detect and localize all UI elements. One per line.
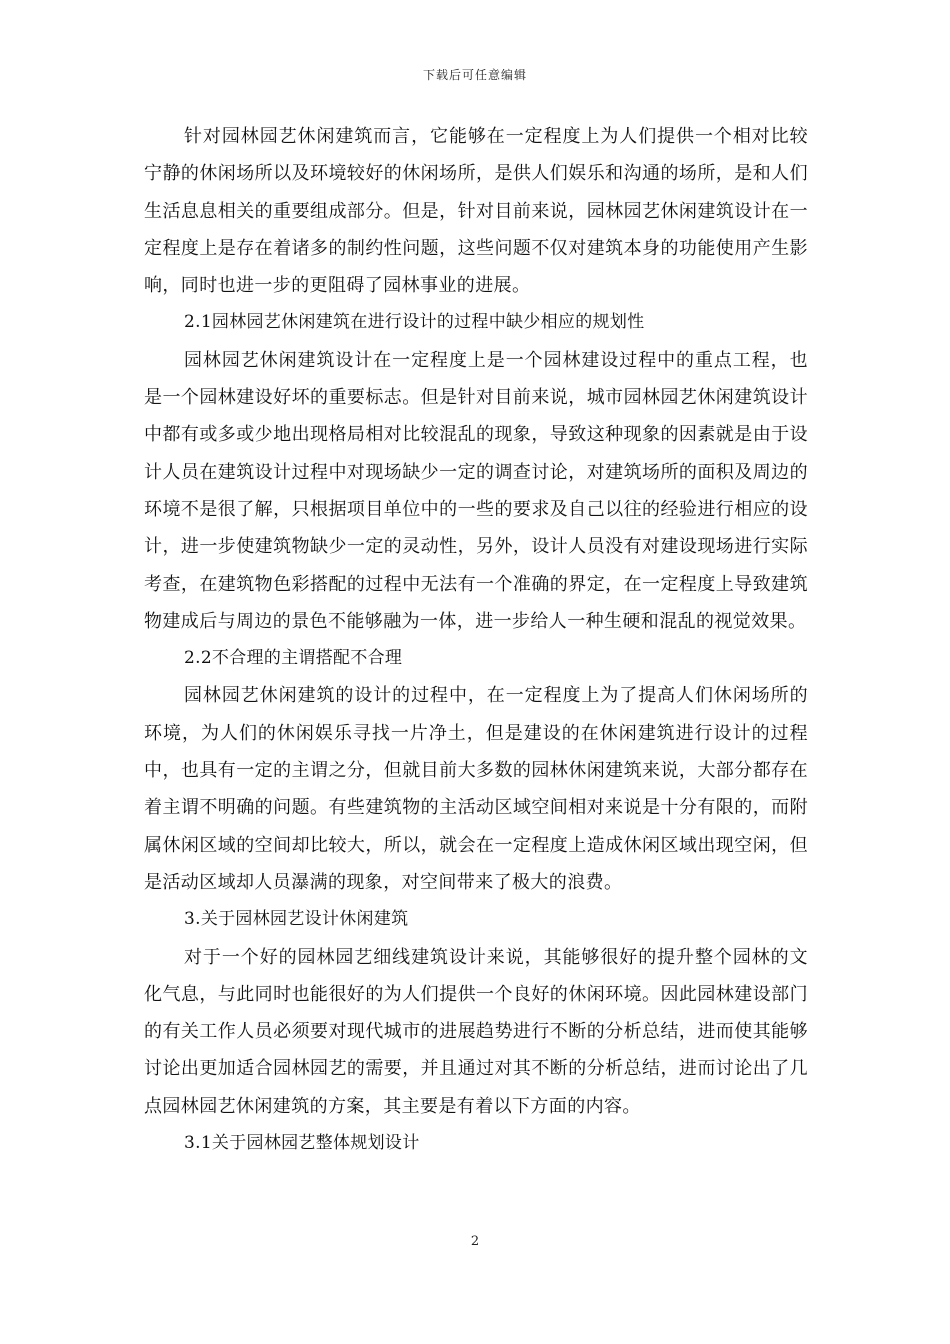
paragraph-intro: 针对园林园艺休闲建筑而言，它能够在一定程度上为人们提供一个相对比较宁静的休闲场所以及环境较好的休闲场所，是供人们娱乐和沟通的场所，是和人们生活息息相关的重要组成部分。但是，针对目前来说，园林园艺休闲建筑设计在一定程度上是存在着诸多的制约性问题，这些问题不仅对建筑本身的功能使用产生影响，同时也进一步的更阻碍了园林事业的进展。 xyxy=(144,126,808,297)
page-number: 2 xyxy=(470,1234,480,1249)
section-heading-3-1: 3.1关于园林园艺整体规划设计 xyxy=(184,1133,420,1154)
section-heading-2-2: 2.2不合理的主谓搭配不合理 xyxy=(184,648,403,669)
page-header: 下载后可任意编辑 xyxy=(422,68,527,82)
section-heading-3: 3.关于园林园艺设计休闲建筑 xyxy=(184,909,409,930)
paragraph-primary-secondary: 园林园艺休闲建筑的设计的过程中，在一定程度上为了提高人们休闲场所的环境，为人们的休闲娱乐寻找一片净土，但是建设的在休闲建筑进行设计的过程中，也具有一定的主谓之分，但就目前大多数的园林休闲建筑来说，大部分都存在着主谓不明确的问题。有些建筑物的主活动区域空间相对来说是十分有限的，而附属休闲区域的空间却比较大，所以，就会在一定程度上造成休闲区域出现空闲，但是活动区域却人员瀑满的现象，对空间带来了极大的浪费。 xyxy=(144,685,808,893)
paragraph-planning: 园林园艺休闲建筑设计在一定程度上是一个园林建设过程中的重点工程，也是一个园林建设好坏的重要标志。但是针对目前来说，城市园林园艺休闲建筑设计中都有或多或少地出现格局相对比较混乱的现象，导致这种现象的因素就是由于设计人员在建筑设计过程中对现场缺少一定的调查讨论，对建筑场所的面积及周边的环境不是很了解，只根据项目单位中的一些的要求及自己以往的经验进行相应的设计，进一步使建筑物缺少一定的灵动性，另外，设计人员没有对建设现场进行实际考查，在建筑物色彩搭配的过程中无法有一个准确的界定，在一定程度上导致建筑物建成后与周边的景色不能够融为一体，进一步给人一种生硬和混乱的视觉效果。 xyxy=(144,349,808,632)
section-heading-2-1: 2.1园林园艺休闲建筑在进行设计的过程中缺少相应的规划性 xyxy=(184,312,645,333)
paragraph-design: 对于一个好的园林园艺细线建筑设计来说，其能够很好的提升整个园林的文化气息，与此同时也能很好的为人们提供一个良好的休闲环境。因此园林建设部门的有关工作人员必须要对现代城市的进展趋势进行不断的分析总结，进而使其能够讨论出更加适合园林园艺的需要，并且通过对其不断的分析总结，进而讨论出了几点园林园艺休闲建筑的方案，其主要是有着以下方面的内容。 xyxy=(144,946,808,1117)
document-body xyxy=(144,118,808,1162)
